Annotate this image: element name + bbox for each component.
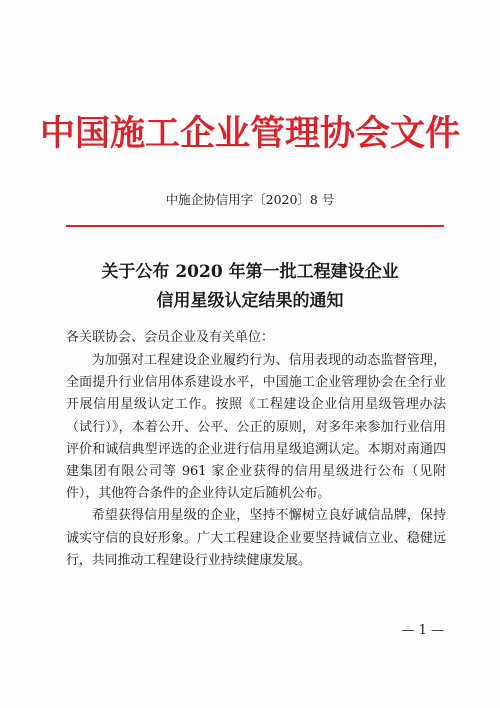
notice-title (0, 258, 500, 316)
page-number: — 1 — (401, 623, 444, 638)
notice-title-line-2: 信用星级认定结果的通知 (156, 291, 344, 311)
notice-body (66, 350, 446, 572)
organization-header: 中国施工企业管理协会文件 (39, 113, 460, 154)
document-number: 中施企协信用字〔2020〕8 号 (165, 192, 335, 207)
body-paragraph: 希望获得信用星级的企业，坚持不懈树立良好诚信品牌，保持诚实守信的良好形象。广大工程建设企业要坚持诚信立业、稳健远行，共同推动工程建设行业持续健康发展。 (66, 508, 446, 568)
red-separator-line (66, 225, 444, 227)
body-paragraph: 为加强对工程建设企业履约行为、信用表现的动态监督管理，全面提升行业信用体系建设水平，中国施工企业管理协会在全行业开展信用星级认定工作。按照《工程建设企业信用星级管理办法（试行）》，本着公开、公平、公正的原则，对多年来参加行业信用评价和诚信典型评选的企业进行信用星级追溯认定。本期对南通四建集团有限公司等 961 家企业获得的信用星级进行公布（见附件），其他符合条件的企业待认定后随机公布。 (66, 353, 446, 502)
notice-title-line-1: 关于公布 2020 年第一批工程建设企业 (101, 262, 399, 282)
salutation: 各关联协会、会员企业及有关单位： (66, 330, 275, 345)
